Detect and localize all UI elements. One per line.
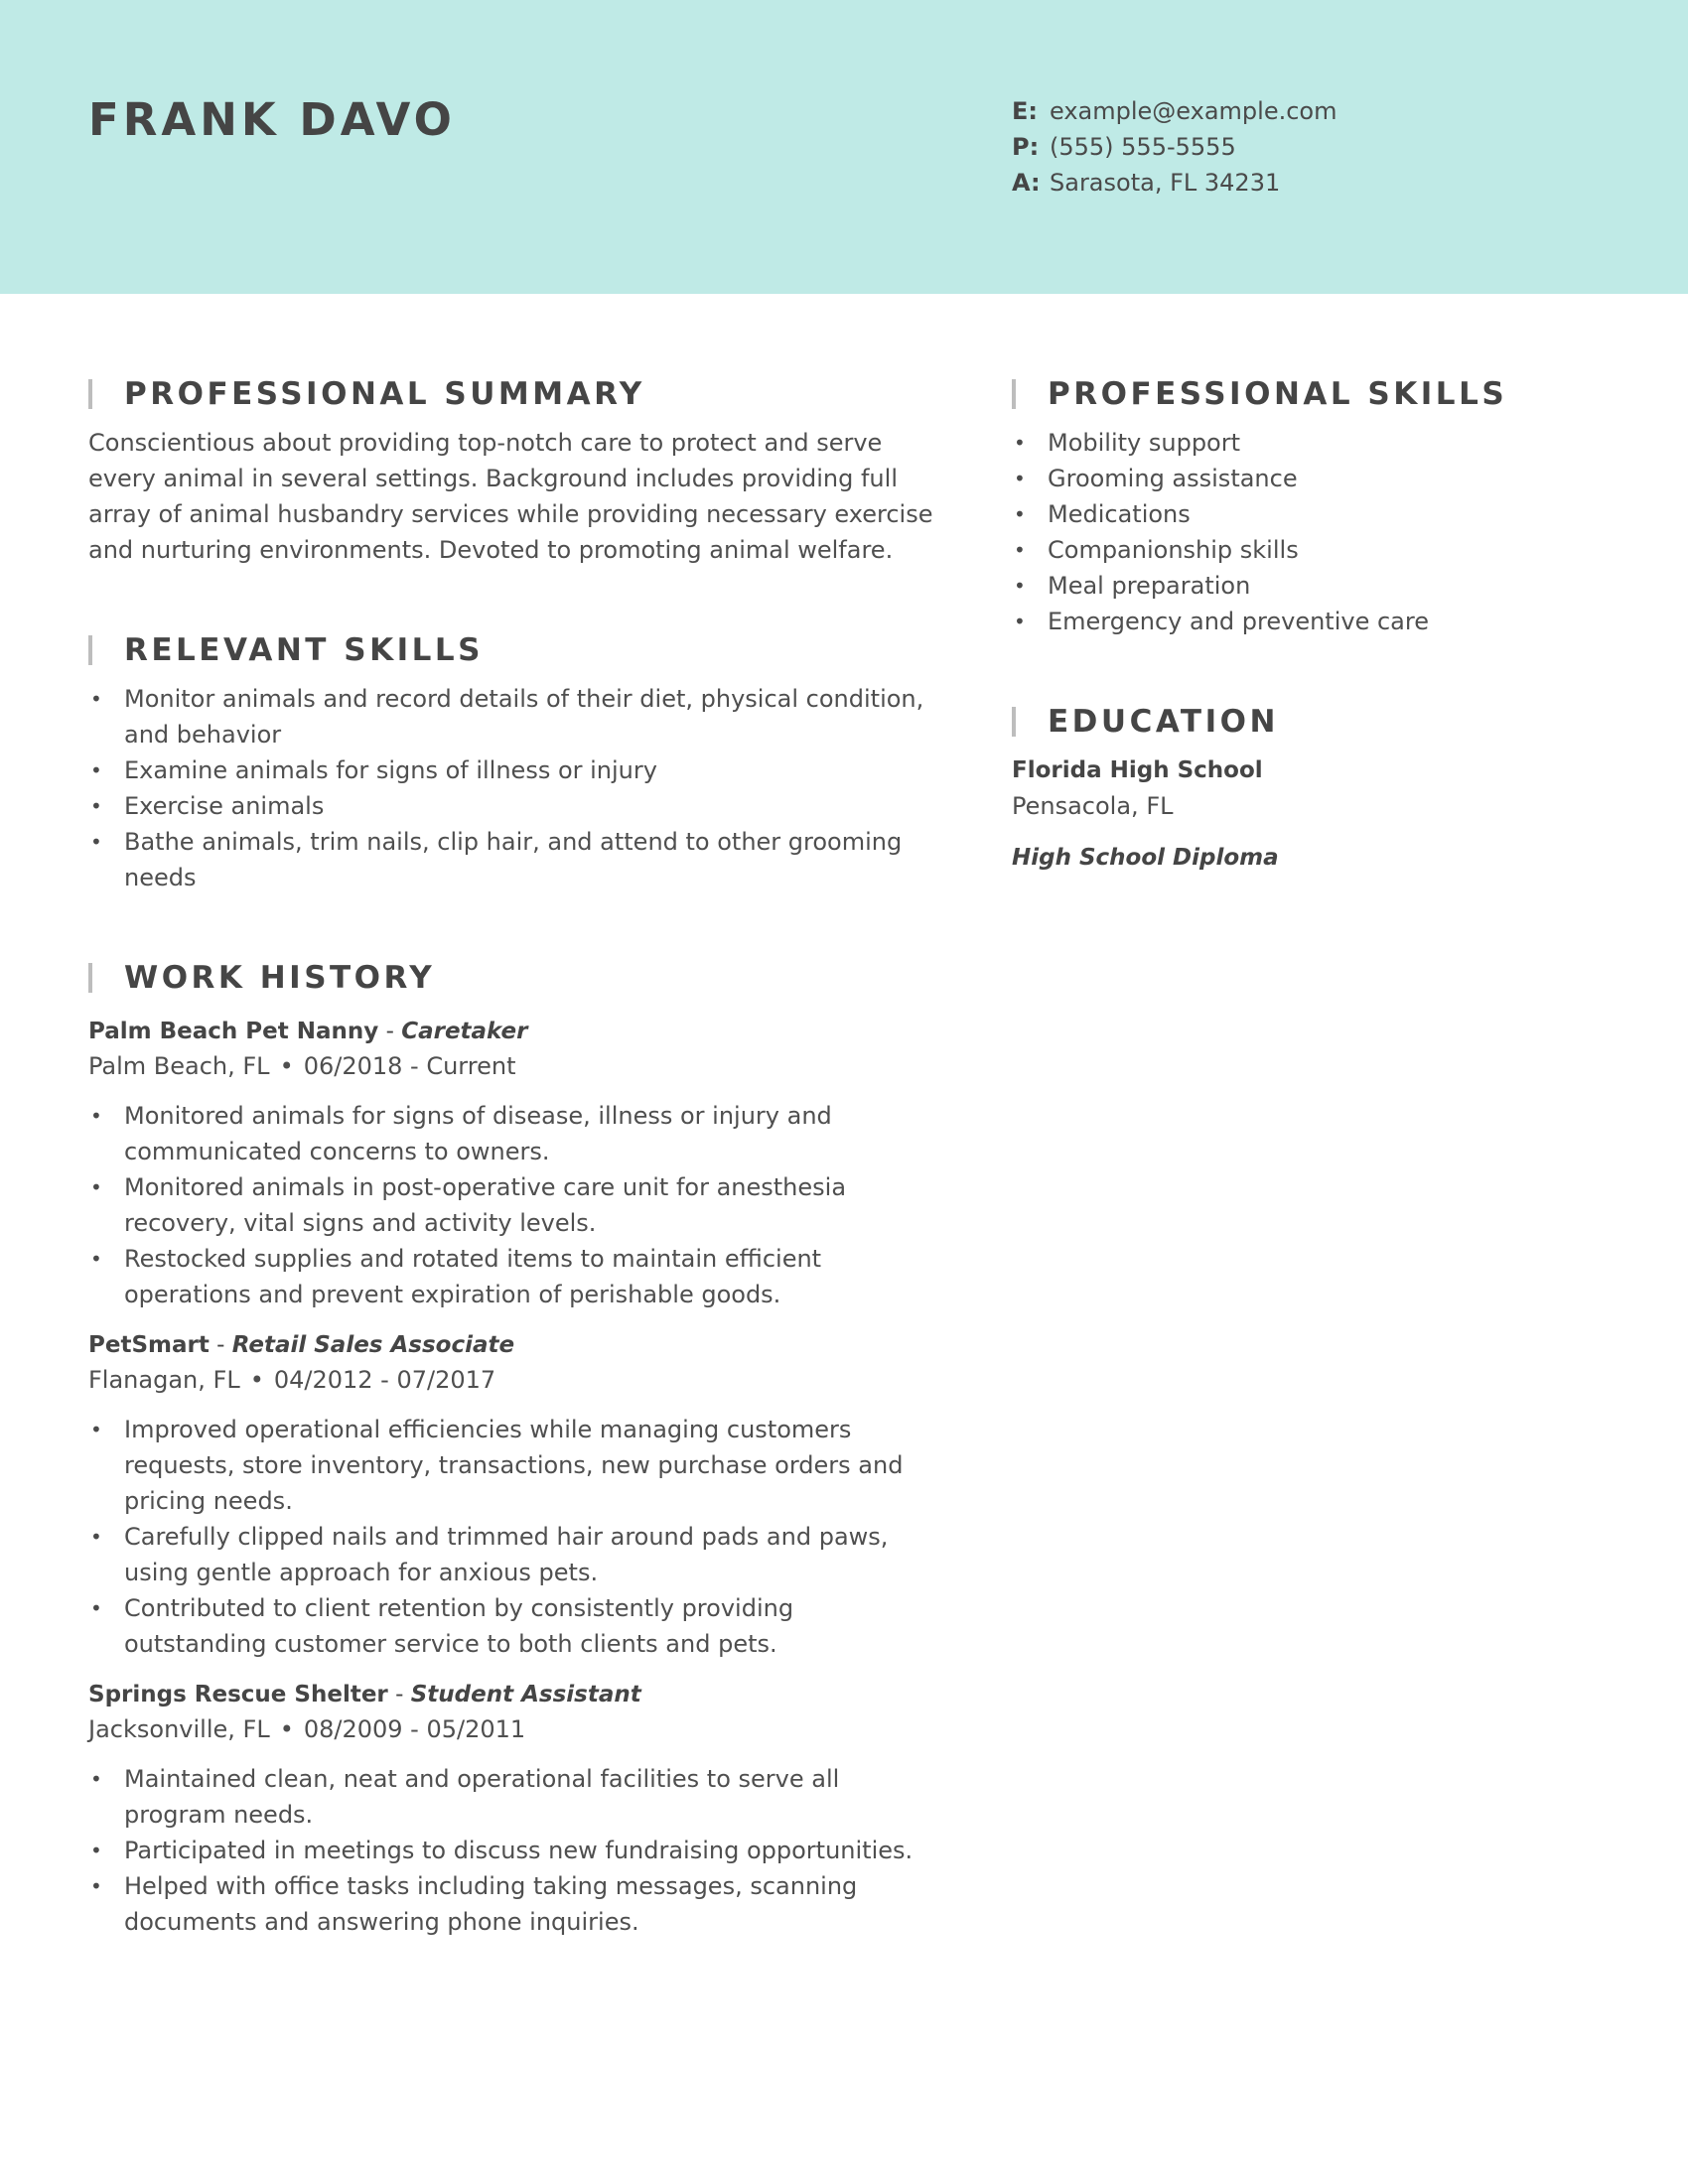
job-meta	[88, 1711, 942, 1747]
list-item	[1012, 532, 1608, 568]
contact-phone	[1012, 129, 1337, 165]
list-item-text: Contributed to client retention by consistently providing outstanding customer service to both clients and pets.	[124, 1594, 794, 1658]
job-meta	[88, 1362, 942, 1398]
job-location: Jacksonville, FL	[88, 1715, 270, 1743]
job-role: Caretaker	[401, 1019, 528, 1044]
contact-phone-label: P:	[1012, 133, 1040, 161]
job-dates: 06/2018 - Current	[303, 1052, 516, 1080]
bullet-icon: •	[90, 830, 102, 854]
list-item-text: Restocked supplies and rotated items to maintain efficient operations and prevent expiration of perishable goods.	[124, 1245, 822, 1308]
professional-skills-list	[1012, 425, 1608, 639]
list-item	[1012, 604, 1608, 639]
contact-email	[1012, 93, 1337, 129]
job-dates: 08/2009 - 05/2011	[303, 1715, 526, 1743]
bullet-icon: •	[1014, 467, 1026, 490]
job-location: Palm Beach, FL	[88, 1052, 270, 1080]
job-heading	[88, 1328, 942, 1362]
list-item	[88, 1412, 942, 1519]
contact-address-value: Sarasota, FL 34231	[1050, 169, 1281, 197]
section-bar-divider	[1012, 379, 1016, 409]
job-bullets	[88, 1412, 942, 1662]
job-company: Palm Beach Pet Nanny	[88, 1019, 379, 1044]
job-bullets	[88, 1098, 942, 1312]
bullet-icon: •	[90, 758, 102, 782]
bullet-icon: •	[90, 1175, 102, 1199]
list-item-text: Monitored animals for signs of disease, illness or injury and communicated concerns to owners.	[124, 1102, 832, 1165]
list-item	[1012, 425, 1608, 461]
section-title: PROFESSIONAL SUMMARY	[124, 376, 645, 412]
job-company: Springs Rescue Shelter	[88, 1682, 388, 1707]
education-section	[1012, 697, 1608, 876]
bullet-icon: •	[90, 1104, 102, 1128]
bullet-icon: •	[90, 794, 102, 818]
job-role: Retail Sales Associate	[231, 1332, 515, 1358]
contact-info	[1012, 93, 1337, 201]
education-location: Pensacola, FL	[1012, 792, 1174, 820]
list-item	[88, 1833, 942, 1868]
list-item-text: Companionship skills	[1048, 536, 1299, 564]
contact-email-label: E:	[1012, 97, 1038, 125]
list-item-text: Meal preparation	[1048, 572, 1251, 600]
bullet-icon: •	[90, 1839, 102, 1862]
list-item	[88, 1519, 942, 1590]
list-item	[88, 788, 942, 824]
relevant-skills-section	[88, 625, 942, 895]
list-item	[88, 752, 942, 788]
list-item-text: Examine animals for signs of illness or injury	[124, 756, 657, 784]
meta-dot-icon: •	[279, 1715, 294, 1743]
section-heading	[1012, 369, 1608, 419]
relevant-skills-list	[88, 681, 942, 895]
job-company: PetSmart	[88, 1332, 210, 1358]
bullet-icon: •	[90, 1767, 102, 1791]
job-bullets	[88, 1761, 942, 1940]
section-bar-divider	[1012, 707, 1016, 737]
list-item-text: Participated in meetings to discuss new fundraising opportunities.	[124, 1837, 914, 1864]
left-column	[88, 369, 942, 1940]
job-heading	[88, 1015, 942, 1048]
bullet-icon: •	[90, 1525, 102, 1549]
contact-phone-value: (555) 555-5555	[1050, 133, 1236, 161]
job-heading	[88, 1678, 942, 1711]
job-location: Flanagan, FL	[88, 1366, 240, 1394]
list-item-text: Grooming assistance	[1048, 465, 1298, 492]
section-bar-divider	[88, 635, 92, 665]
bullet-icon: •	[1014, 610, 1026, 633]
bullet-icon: •	[90, 1247, 102, 1271]
list-item	[1012, 568, 1608, 604]
professional-summary-section	[88, 369, 942, 568]
list-item	[88, 1590, 942, 1662]
meta-dot-icon: •	[279, 1052, 294, 1080]
job-meta	[88, 1048, 942, 1084]
bullet-icon: •	[1014, 502, 1026, 526]
list-item-text: Monitor animals and record details of their diet, physical condition, and behavior	[124, 685, 924, 749]
job-dates: 04/2012 - 07/2017	[273, 1366, 496, 1394]
list-item-text: Bathe animals, trim nails, clip hair, and attend to other grooming needs	[124, 828, 903, 891]
list-item-text: Medications	[1048, 500, 1191, 528]
section-heading	[88, 953, 942, 1003]
list-item	[88, 1761, 942, 1833]
section-title: PROFESSIONAL SKILLS	[1048, 376, 1508, 412]
section-bar-divider	[88, 379, 92, 409]
contact-address-label: A:	[1012, 169, 1041, 197]
list-item	[88, 1241, 942, 1312]
section-heading	[88, 369, 942, 419]
list-item-text: Exercise animals	[124, 792, 325, 820]
bullet-icon: •	[90, 1418, 102, 1441]
contact-email-value: example@example.com	[1050, 97, 1337, 125]
professional-skills-section	[1012, 369, 1608, 639]
list-item-text: Carefully clipped nails and trimmed hair around pads and paws, using gentle approach for anxious pets.	[124, 1523, 889, 1586]
job-entry	[88, 1328, 942, 1662]
section-title: EDUCATION	[1048, 704, 1279, 740]
job-separator: -	[216, 1332, 225, 1358]
candidate-name: FRANK DAVO	[88, 93, 456, 146]
job-entry	[88, 1015, 942, 1312]
bullet-icon: •	[1014, 431, 1026, 455]
list-item-text: Monitored animals in post-operative care unit for anesthesia recovery, vital signs and activity levels.	[124, 1173, 847, 1237]
list-item-text: Maintained clean, neat and operational facilities to serve all program needs.	[124, 1765, 840, 1829]
job-separator: -	[385, 1019, 394, 1044]
header-band	[0, 0, 1688, 294]
list-item	[88, 824, 942, 895]
list-item	[88, 1169, 942, 1241]
job-entry	[88, 1678, 942, 1940]
list-item	[88, 1098, 942, 1169]
list-item	[1012, 496, 1608, 532]
list-item-text: Helped with office tasks including taking messages, scanning documents and answering phone inquiries.	[124, 1872, 858, 1936]
job-separator: -	[395, 1682, 404, 1707]
section-heading	[1012, 697, 1608, 747]
contact-address	[1012, 165, 1337, 201]
bullet-icon: •	[90, 1596, 102, 1620]
work-history-section	[88, 953, 942, 1940]
right-column	[1012, 369, 1608, 876]
bullet-icon: •	[1014, 574, 1026, 598]
section-title: WORK HISTORY	[124, 960, 436, 996]
job-role: Student Assistant	[410, 1682, 641, 1707]
education-degree: High School Diploma	[1012, 845, 1279, 871]
meta-dot-icon: •	[249, 1366, 264, 1394]
section-title: RELEVANT SKILLS	[124, 632, 484, 668]
list-item	[88, 1868, 942, 1940]
list-item	[88, 681, 942, 752]
list-item	[1012, 461, 1608, 496]
bullet-icon: •	[90, 687, 102, 711]
bullet-icon: •	[1014, 538, 1026, 562]
section-heading	[88, 625, 942, 675]
list-item-text: Emergency and preventive care	[1048, 608, 1429, 635]
bullet-icon: •	[90, 1874, 102, 1898]
list-item-text: Improved operational efficiencies while managing customers requests, store inventory, transactions, new purchase orders and pricing needs.	[124, 1416, 904, 1515]
section-bar-divider	[88, 963, 92, 993]
list-item-text: Mobility support	[1048, 429, 1241, 457]
education-school: Florida High School	[1012, 757, 1263, 783]
summary-text: Conscientious about providing top-notch care to protect and serve every animal in several settings. Background includes providing full array of animal husbandry services while providing necessary exercise and nurturing environments. Devoted to promoting animal welfare.	[88, 429, 933, 564]
